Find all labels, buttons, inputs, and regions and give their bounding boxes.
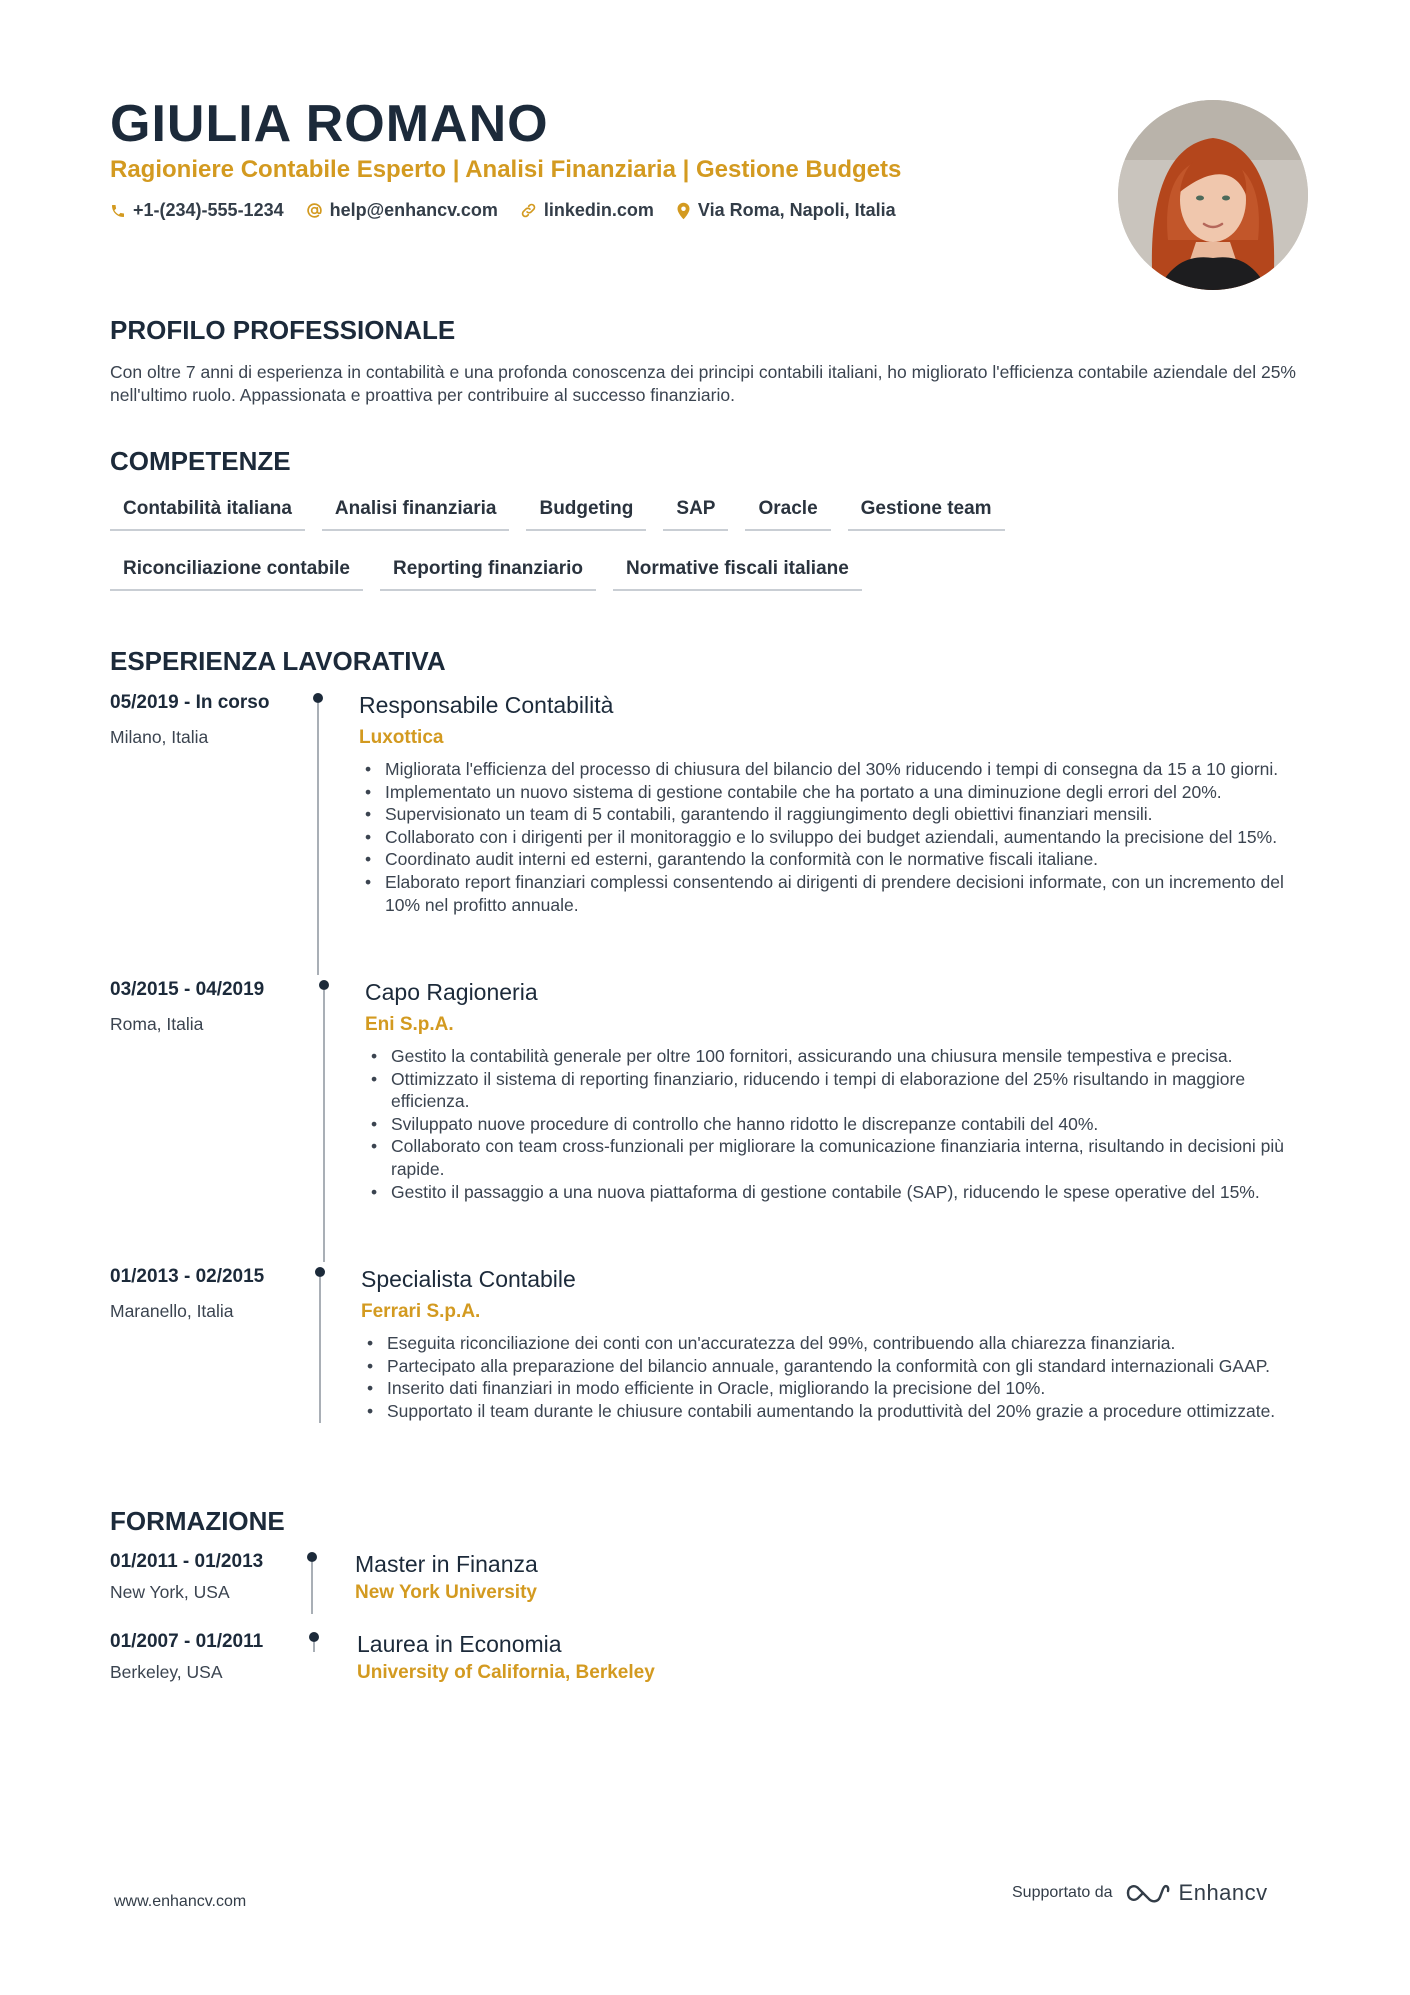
phone-text: +1-(234)-555-1234 (133, 200, 284, 220)
footer-website-link[interactable]: www.enhancv.com (114, 1893, 247, 1910)
contact-linkedin[interactable] (520, 200, 654, 221)
education-location: Berkeley, USA (110, 1662, 223, 1682)
education-location: New York, USA (110, 1582, 230, 1602)
location-pin-icon (676, 202, 691, 220)
experience-location: Roma, Italia (110, 1014, 204, 1034)
education-dates: 01/2011 - 01/2013 (110, 1551, 264, 1572)
timeline-line (311, 1562, 313, 1614)
education-degree: Master in Finanza (355, 1551, 538, 1577)
experience-heading: ESPERIENZA LAVORATIVA (110, 646, 446, 676)
experience-bullet: • Eseguita riconciliazione dei conti con un'accuratezza del 99%, contribuendo alla chiarezza finanziaria. (387, 1332, 1312, 1355)
timeline-dot (313, 693, 323, 703)
experience-location: Maranello, Italia (110, 1301, 234, 1321)
skill-tag: Analisi finanziaria (322, 497, 510, 531)
timeline-line (317, 703, 319, 975)
experience-role: Responsabile Contabilità (359, 692, 614, 718)
experience-bullet: • Sviluppato nuove procedure di controllo che hanno ridotto le discrepanze contabili del 40%. (391, 1113, 1316, 1136)
timeline-line (323, 990, 325, 1262)
experience-company: Ferrari S.p.A. (361, 1301, 481, 1322)
experience-dates: 03/2015 - 04/2019 (110, 979, 265, 1000)
skill-tag: Riconciliazione contabile (110, 557, 363, 591)
skill-tag: Budgeting (526, 497, 646, 531)
experience-bullet: • Gestito la contabilità generale per oltre 100 fornitori, assicurando una chiusura mensile tempestiva e precisa. (391, 1045, 1316, 1068)
powered-by-text: Supportato da (1012, 1884, 1113, 1901)
experience-bullet: • Gestito il passaggio a una nuova piattaforma di gestione contabile (SAP), riducendo le spese operative del 15%. (391, 1181, 1316, 1204)
experience-bullet: • Ottimizzato il sistema di reporting finanziario, riducendo i tempi di elaborazione del 25% risultando in maggiore efficienza. (391, 1068, 1316, 1113)
experience-bullet: • Collaborato con team cross-funzionali per migliorare la comunicazione finanziaria interna, risultando in decisioni più rapide. (391, 1135, 1316, 1180)
experience-location: Milano, Italia (110, 727, 209, 747)
enhancv-logo-icon (1125, 1881, 1171, 1905)
experience-bullet: • Supervisionato un team di 5 contabili, garantendo il raggiungimento degli obiettivi finanziari mensili. (385, 803, 1410, 826)
skills-heading: COMPETENZE (110, 446, 291, 476)
experience-bullet: • Inserito dati finanziari in modo efficiente in Oracle, migliorando la precisione del 10%. (387, 1377, 1312, 1400)
candidate-name: GIULIA ROMANO (110, 95, 549, 153)
timeline-dot (319, 980, 329, 990)
timeline-line (319, 1277, 321, 1423)
experience-company: Luxottica (359, 727, 444, 748)
experience-company: Eni S.p.A. (365, 1014, 454, 1035)
footer-branding (1012, 1880, 1268, 1906)
experience-bullets (361, 1332, 1312, 1422)
education-dates: 01/2007 - 01/2011 (110, 1631, 264, 1652)
experience-bullet: • Collaborato con i dirigenti per il monitoraggio e lo sviluppo dei budget aziendali, aumentando la precisione del 15%. (385, 826, 1310, 849)
education-degree: Laurea in Economia (357, 1631, 562, 1657)
skill-tag: Gestione team (848, 497, 1005, 531)
summary-text: Con oltre 7 anni di esperienza in contabilità e una profonda conoscenza dei principi contabili italiani, ho migliorato l'efficienza contabile aziendale del 25% nell'ultimo ruolo. Appassionata e proattiva per contribuire al successo finanziario. (110, 362, 1296, 405)
timeline-dot (309, 1632, 319, 1642)
address-text: Via Roma, Napoli, Italia (697, 200, 896, 220)
experience-dates: 05/2019 - In corso (110, 692, 270, 713)
contact-phone[interactable] (110, 200, 284, 221)
education-heading: FORMAZIONE (110, 1506, 285, 1536)
timeline-dot (315, 1267, 325, 1277)
skill-tag: Oracle (745, 497, 830, 531)
summary-heading: PROFILO PROFESSIONALE (110, 315, 456, 345)
skills-row-1 (110, 497, 1022, 531)
experience-bullet: • Elaborato report finanziari complessi consentendo ai dirigenti di prendere decisioni informate, con un incremento del 10% nel profitto annuale. (385, 871, 1310, 916)
skill-tag: Normative fiscali italiane (613, 557, 862, 591)
education-school: University of California, Berkeley (357, 1662, 655, 1683)
avatar-portrait (1118, 100, 1308, 290)
skill-tag: Reporting finanziario (380, 557, 596, 591)
experience-bullets (365, 1045, 1316, 1203)
contact-address (676, 200, 896, 221)
experience-role: Capo Ragioneria (365, 979, 538, 1005)
experience-dates: 01/2013 - 02/2015 (110, 1266, 265, 1287)
education-school: New York University (355, 1582, 537, 1603)
skills-row-2 (110, 557, 879, 591)
skill-tag: SAP (663, 497, 728, 531)
enhancv-brand-text: Enhancv (1178, 1880, 1268, 1905)
linkedin-text: linkedin.com (543, 200, 654, 220)
experience-bullets (359, 758, 1410, 916)
link-icon (520, 202, 537, 219)
email-text: help@enhancv.com (329, 200, 498, 220)
experience-bullet: • Partecipato alla preparazione del bilancio annuale, garantendo la conformità con gli standard internazionali GAAP. (387, 1355, 1312, 1378)
candidate-headline: Ragioniere Contabile Esperto | Analisi Finanziaria | Gestione Budgets (110, 156, 902, 183)
at-icon (306, 202, 323, 219)
profile-photo (1118, 100, 1308, 290)
contact-bar (110, 200, 918, 221)
experience-bullet: • Supportato il team durante le chiusure contabili aumentando la produttività del 20% grazie a procedure ottimizzate. (387, 1400, 1312, 1423)
phone-icon (110, 203, 126, 219)
timeline-line (313, 1642, 315, 1652)
skill-tag: Contabilità italiana (110, 497, 305, 531)
experience-bullet: • Implementato un nuovo sistema di gestione contabile che ha portato a una diminuzione degli errori del 20%. (385, 781, 1410, 804)
experience-role: Specialista Contabile (361, 1266, 576, 1292)
experience-bullet: • Coordinato audit interni ed esterni, garantendo la conformità con le normative fiscali italiane. (385, 848, 1410, 871)
timeline-dot (307, 1552, 317, 1562)
contact-email[interactable] (306, 200, 498, 221)
experience-bullet: • Migliorata l'efficienza del processo di chiusura del bilancio del 30% riducendo i tempi di consegna da 15 a 10 giorni. (385, 758, 1310, 781)
